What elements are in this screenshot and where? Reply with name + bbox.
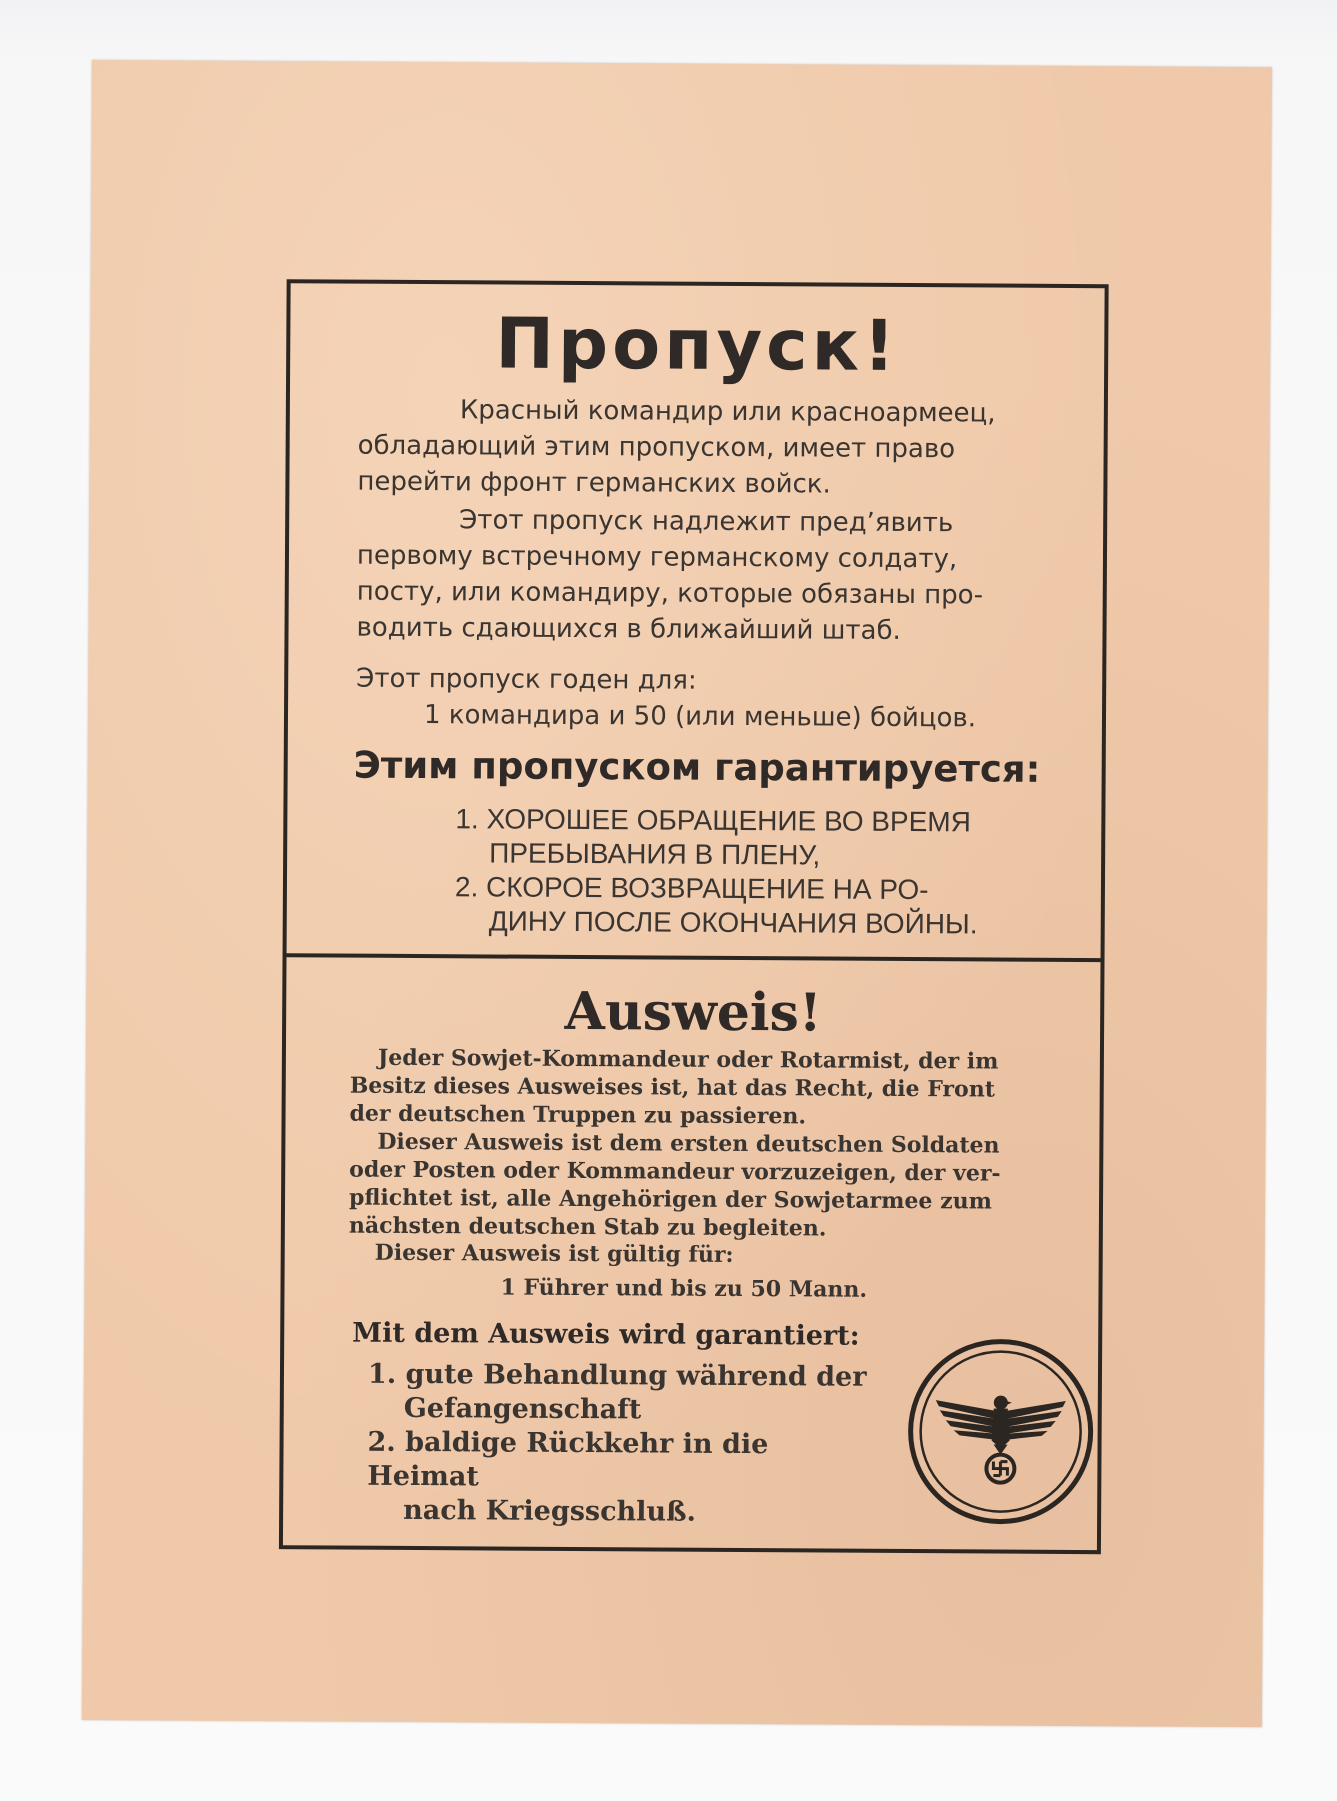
german-paragraph-2 bbox=[349, 1128, 1044, 1244]
pass-frame bbox=[279, 279, 1109, 1554]
german-guarantee-title: Mit dem Ausweis wird garantiert: bbox=[352, 1317, 860, 1352]
list-item: 2. СКОРОЕ ВОЗВРАЩЕНИЕ НА РО- bbox=[454, 871, 929, 906]
text-line: Этот пропуск надлежит пред’явить bbox=[459, 505, 954, 539]
russian-validity-detail: 1 командира и 50 (или меньше) бойцов. bbox=[423, 700, 977, 734]
russian-pass-section bbox=[287, 283, 1105, 962]
list-item-continuation: nach Kriegsschluß. bbox=[403, 1494, 697, 1528]
russian-title: Пропуск! bbox=[495, 302, 900, 387]
text-line: перейти фронт германских войск. bbox=[357, 466, 831, 500]
list-item: 2. baldige Rückkehr in die Heimat bbox=[367, 1426, 769, 1493]
text-line: nächsten deutschen Stab zu begleiten. bbox=[348, 1212, 827, 1242]
list-item: 1. gute Behandlung während der bbox=[367, 1358, 867, 1393]
german-guarantee-list bbox=[367, 1358, 868, 1531]
text-line: oder Posten oder Kommandeur vorzuzeigen, der ver- bbox=[349, 1156, 1001, 1187]
text-line: Красный командир или красноармеец, bbox=[459, 395, 996, 429]
russian-guarantee-title: Этим пропуском гарантируется: bbox=[353, 743, 1041, 791]
text-line: водить сдающихся в ближайший штаб. bbox=[356, 612, 901, 646]
list-item-continuation: ДИНУ ПОСЛЕ ОКОНЧАНИЯ ВОЙНЫ. bbox=[488, 905, 978, 940]
german-title: Ausweis! bbox=[564, 980, 822, 1044]
list-item-continuation: ПРЕБЫВАНИЯ В ПЛЕНУ, bbox=[489, 837, 821, 871]
text-line: pflichtet ist, alle Angehörigen der Sowjetarmee zum bbox=[348, 1184, 992, 1215]
text-line: обладающий этим пропуском, имеет право bbox=[357, 430, 956, 465]
german-validity-detail: 1 Führer und bis zu 50 Mann. bbox=[500, 1274, 868, 1303]
eagle-seal-icon bbox=[905, 1336, 1096, 1527]
text-line: der deutschen Truppen zu passieren. bbox=[349, 1100, 807, 1130]
text-line: Dieser Ausweis ist dem ersten deutschen Soldaten bbox=[377, 1128, 1000, 1159]
german-pass-section bbox=[283, 957, 1101, 1550]
german-validity-label: Dieser Ausweis ist gültig für: bbox=[374, 1239, 734, 1268]
list-item-continuation: Gefangenschaft bbox=[403, 1392, 642, 1426]
text-line: Besitz dieses Ausweises ist, hat das Recht, die Front bbox=[349, 1072, 995, 1103]
text-line: Jeder Sowjet-Kommandeur oder Rotarmist, der im bbox=[377, 1044, 999, 1075]
russian-validity-label: Этот пропуск годен для: bbox=[356, 663, 697, 696]
leaflet-paper bbox=[82, 60, 1272, 1727]
text-line: первому встречному германскому солдату, bbox=[356, 540, 958, 575]
russian-paragraph-2 bbox=[356, 502, 1045, 650]
russian-guarantee-list bbox=[455, 802, 1044, 942]
russian-paragraph-1 bbox=[357, 392, 1046, 504]
list-item: 1. ХОРОШЕЕ ОБРАЩЕНИЕ ВО ВРЕМЯ bbox=[455, 803, 971, 838]
text-line: посту, или командиру, которые обязаны про- bbox=[356, 576, 984, 611]
german-paragraph-1 bbox=[349, 1044, 1044, 1132]
